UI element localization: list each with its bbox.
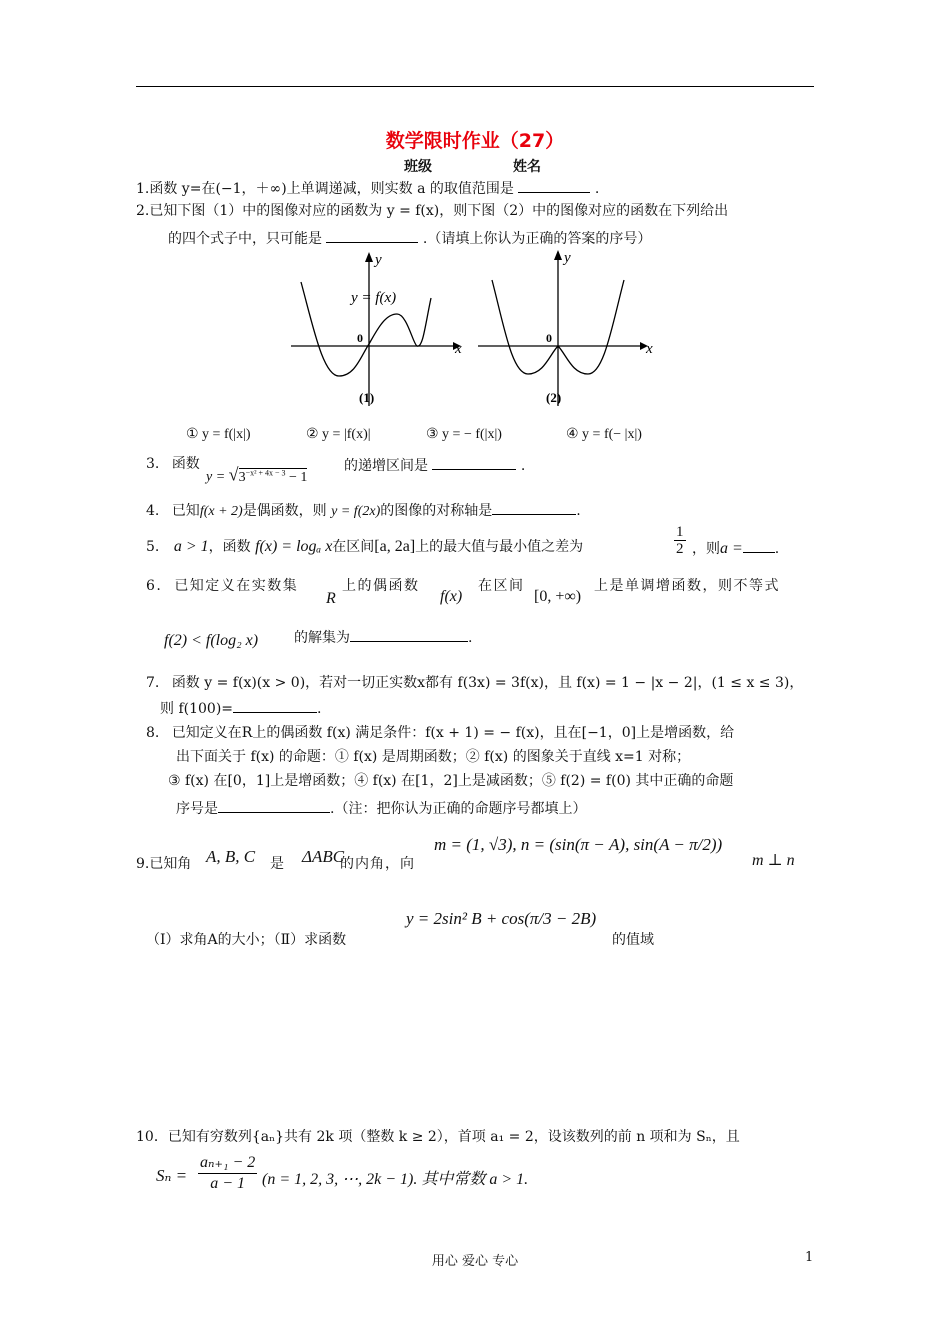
q9-perp: m ⊥ n [752,852,795,869]
q2-option-4[interactable]: ④ y = f(− |x|) [566,427,642,442]
q9-triangle: ΔABC [302,847,345,866]
question-3: 3. 函数 [146,456,200,472]
q10-rest: (n = 1, 2, 3, ⋯, 2k − 1). 其中常数 a > 1. [262,1171,529,1188]
q9-formula: y = 2sin² B + cos(π/3 − 2B) [406,909,597,928]
graph-1-func-label: y = f(x) [351,290,397,306]
q6-func: f(x) [440,588,463,605]
q8-line3: ③ f(x) 在[0，1]上是增函数；④ f(x) 在[1，2]上是减函数；⑤ f(2) = f(0) 其中正确的命题 [168,773,734,789]
q8-answer-blank[interactable] [218,798,330,813]
q9-part-post: 的值域 [612,932,654,948]
graph-2-origin: 0 [546,331,552,345]
page-footer: 用心 爱心 专心 [431,1254,519,1269]
q2-answer-blank[interactable] [326,228,418,243]
q3-answer-blank[interactable] [432,455,516,470]
q6-text4: 上是单调增函数，则不等式 [594,578,780,594]
graph-2 [472,246,662,408]
q3-post: 的递增区间是 . [344,455,525,475]
graph-1 [285,246,470,408]
q8-line4: 序号是 .（注：把你认为正确的命题序号都填上） [176,798,586,818]
q9-mid2: 的内角，向 [340,856,415,872]
graph-2-caption: (2) [546,390,562,405]
q1-answer-blank[interactable] [518,178,590,193]
y-axis-arrow [365,252,373,262]
question-6: 6. 已知定义在实数集 [146,578,299,594]
graph-2-y-label: y [564,250,571,266]
q6-answer-blank[interactable] [350,627,468,642]
class-label: 班级 [404,159,432,175]
graph-1-caption: (1) [359,390,375,405]
page-number: 1 [805,1250,814,1265]
question-7: 7. 函数 y = f(x)(x > 0)，若对一切正实数x都有 f(3x) = 3f(x)，且 f(x) = 1 − |x − 2|，(1 ≤ x ≤ 3)， [146,675,804,691]
q9-vector: m = (1, √3), n = (sin(π − A), sin(A − π/2)) [434,835,723,854]
graph-1-origin: 0 [357,331,363,345]
q2-option-1[interactable]: ① y = f(|x|) [186,427,251,442]
graph-2-x-label: x [646,341,653,357]
header-rule [136,86,814,87]
name-label: 姓名 [513,159,541,175]
question-9: 9.已知角 [136,856,192,872]
q5-fraction: $\frac{1}{2}$ [676,524,684,557]
q8-line2: 出下面关于 f(x) 的命题：① f(x) 是周期函数；② f(x) 的图象关于直线 x=1 对称； [176,749,691,765]
q2-option-2[interactable]: ② y = |f(x)| [306,427,371,442]
question-1: 1.函数 y=在(−1，＋∞)上单调递减，则实数 a 的取值范围是 . [136,178,599,198]
question-10: 10．已知有穷数列{aₙ}共有 2k 项（整数 k ≥ 2），首项 a₁ = 2，设该数列的前 n 项和为 Sₙ，且 [136,1129,740,1145]
y-axis-arrow [554,250,562,260]
q7-line2: 则 f(100)= . [160,698,321,718]
question-4: 4. 已知f(x + 2)是偶函数，则 y = f(2x)的图像的对称轴是 . [146,500,581,521]
q2-option-3[interactable]: ③ y = − f(|x|) [426,427,502,442]
q3-formula: $y = √3^{-x^2 + 4x - 3} - 1$ [206,464,308,485]
q6-set: R [326,590,336,607]
graph-1-y-label: y [375,252,382,268]
q6-line2: f(2) < f(log₂ x) [164,632,259,649]
q10-fraction: $\frac{\text{aₙ₊₁ − 2}}{a - 1}$ [200,1154,256,1192]
q6-text3: 在区间 [478,578,525,594]
q6-text5: 的解集为 . [294,627,472,647]
q9-mid: 是 [270,856,284,872]
q7-answer-blank[interactable] [233,698,317,713]
q4-answer-blank[interactable] [492,500,576,515]
graph-1-x-label: x [455,341,462,357]
q9-part-pre: （Ⅰ）求角A的大小；（Ⅱ）求函数 [146,932,347,948]
page-title: 数学限时作业（27） [385,130,565,152]
q6-interval: [0, +∞) [534,588,582,605]
q10-lhs: Sₙ = [156,1166,188,1185]
question-8: 8. 已知定义在R上的偶函数 f(x) 满足条件：f(x + 1) = − f(x)，且在[−1，0]上是增函数，给 [146,725,735,741]
question-5: 5. a > 1，函数 f(x) = logₐ x在区间[a, 2a]上的最大值与最小值之差为 [146,538,584,555]
q9-angles: A, B, C [206,847,256,866]
question-2-line2: 的四个式子中，只可能是 .（请填上你认为正确的答案的序号） [168,228,651,248]
q5-ask: ，则a = . [692,540,780,557]
q6-text2: 上的偶函数 [342,578,420,594]
q1-text: 1.函数 y=在(−1，＋∞)上单调递减，则实数 a 的取值范围是 [136,181,514,197]
q5-answer-blank[interactable] [743,538,775,553]
question-2-line1: 2.已知下图（1）中的图像对应的函数为 y = f(x)，则下图（2）中的图像对应的函数在下列给出 [136,203,729,219]
